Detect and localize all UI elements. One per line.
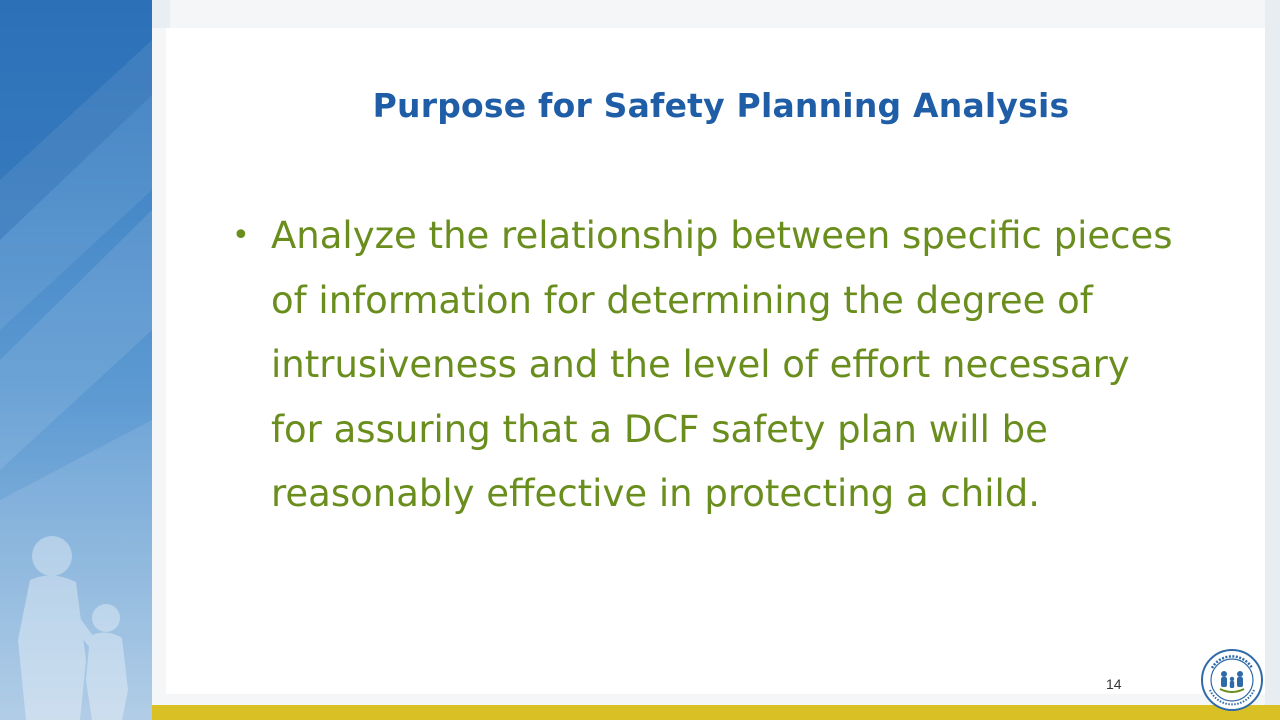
decorative-side-band [0,0,152,720]
slide-title: Purpose for Safety Planning Analysis [372,86,1070,125]
bullet-text: Analyze the relationship between specific pieces of information for determining the degree of intrusiveness and the level of effort necessary for assuring that a DCF safety plan will be reasonably effective in protecting a child. [271,214,1173,515]
bullet-marker: • [232,218,250,253]
side-band-graphic [0,0,152,720]
bottom-accent-bar [152,705,1280,720]
top-notch [152,0,170,28]
page-number: 14 [1106,676,1122,692]
bullet-list [232,204,1192,527]
seal-icon [1200,648,1264,712]
dcf-seal-logo [1200,648,1264,712]
bullet-item [232,204,1192,527]
